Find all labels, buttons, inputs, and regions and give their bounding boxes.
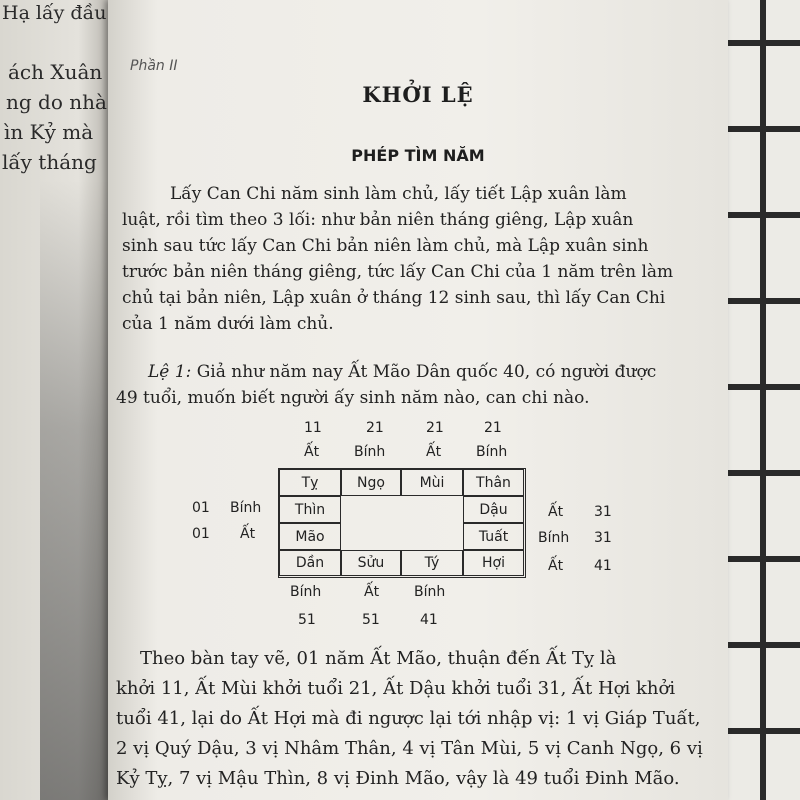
paragraph-line: chủ tại bản niên, Lập xuân ở tháng 12 sinh sau, thì lấy Can Chi xyxy=(122,288,666,308)
grid-cell: Thìn xyxy=(279,496,341,523)
palm-grid xyxy=(278,468,526,578)
previous-page-line: lấy tháng xyxy=(2,150,97,174)
page-shadow xyxy=(40,180,110,800)
bottom-number: 41 xyxy=(420,612,438,628)
left-number: 01 xyxy=(192,500,210,516)
right-number: 41 xyxy=(594,558,612,574)
example-label: Lệ 1: xyxy=(148,362,192,382)
right-stem: Bính xyxy=(538,530,570,546)
top-number: 11 xyxy=(304,420,322,436)
grid-cell: Thân xyxy=(463,469,524,496)
right-number: 31 xyxy=(594,504,612,520)
grid-cell: Tuất xyxy=(463,523,524,550)
previous-page-line: ìn Kỷ mà xyxy=(4,120,94,144)
example-line: 49 tuổi, muốn biết người ấy sinh năm nào, can chi nào. xyxy=(116,388,590,408)
paragraph-line: của 1 năm dưới làm chủ. xyxy=(122,314,334,334)
top-number: 21 xyxy=(426,420,444,436)
right-stem: Ất xyxy=(548,504,564,520)
bottom-number: 51 xyxy=(298,612,316,628)
tablecloth-stripe xyxy=(760,0,766,800)
top-stem: Ất xyxy=(304,444,320,460)
previous-page-line: ng do nhà xyxy=(6,90,107,114)
top-number: 21 xyxy=(484,420,502,436)
page-title: KHỞI LỆ xyxy=(362,82,474,107)
top-stem: Bính xyxy=(354,444,386,460)
left-number: 01 xyxy=(192,526,210,542)
paragraph-line: Theo bàn tay vẽ, 01 năm Ất Mão, thuận đến Ất Tỵ là xyxy=(140,648,617,669)
paragraph-line: trước bản niên tháng giêng, tức lấy Can Chi của 1 năm trên làm xyxy=(122,262,674,282)
grid-cell: Mão xyxy=(279,523,341,550)
section-label: Phần II xyxy=(130,58,178,74)
bottom-stem: Bính xyxy=(290,584,322,600)
top-stem: Ất xyxy=(426,444,442,460)
grid-cell: Tỵ xyxy=(279,469,341,496)
left-stem: Bính xyxy=(230,500,262,516)
bottom-stem: Ất xyxy=(364,584,380,600)
section-subtitle: PHÉP TÌM NĂM xyxy=(351,146,485,165)
grid-cell: Ngọ xyxy=(341,469,401,496)
left-stem: Ất xyxy=(240,526,256,542)
right-number: 31 xyxy=(594,530,612,546)
paragraph-line: luật, rồi tìm theo 3 lối: như bản niên tháng giêng, Lập xuân xyxy=(122,210,634,230)
top-number: 21 xyxy=(366,420,384,436)
grid-cell: Dậu xyxy=(463,496,524,523)
paragraph-line: khởi 11, Ất Mùi khởi tuổi 21, Ất Dậu khởi tuổi 31, Ất Hợi khởi xyxy=(116,678,676,699)
paragraph-line: tuổi 41, lại do Ất Hợi mà đi ngược lại tới nhập vị: 1 vị Giáp Tuất, xyxy=(116,708,701,729)
paragraph-line: sinh sau tức lấy Can Chi bản niên làm chủ, mà Lập xuân sinh xyxy=(122,236,649,256)
previous-page-line: ách Xuân xyxy=(8,60,103,84)
grid-cell: Mùi xyxy=(401,469,463,496)
book-page xyxy=(108,0,728,800)
previous-page-line: Hạ lấy đầu xyxy=(2,2,107,24)
grid-cell: Sửu xyxy=(341,550,401,576)
previous-page xyxy=(0,0,112,800)
example-line xyxy=(148,362,656,382)
top-stem: Bính xyxy=(476,444,508,460)
paragraph-line: Lấy Can Chi năm sinh làm chủ, lấy tiết Lập xuân làm xyxy=(170,184,627,204)
paragraph-line: 2 vị Quý Dậu, 3 vị Nhâm Thân, 4 vị Tân Mùi, 5 vị Canh Ngọ, 6 vị xyxy=(116,738,703,759)
grid-cell: Hợi xyxy=(463,550,524,576)
example-text: Giả như năm nay Ất Mão Dân quốc 40, có người được xyxy=(191,362,657,382)
bottom-stem: Bính xyxy=(414,584,446,600)
grid-cell: Dần xyxy=(279,550,341,576)
paragraph-line: Kỷ Tỵ, 7 vị Mậu Thìn, 8 vị Đinh Mão, vậy là 49 tuổi Đinh Mão. xyxy=(116,768,680,789)
right-stem: Ất xyxy=(548,558,564,574)
bottom-number: 51 xyxy=(362,612,380,628)
grid-cell: Tý xyxy=(401,550,463,576)
